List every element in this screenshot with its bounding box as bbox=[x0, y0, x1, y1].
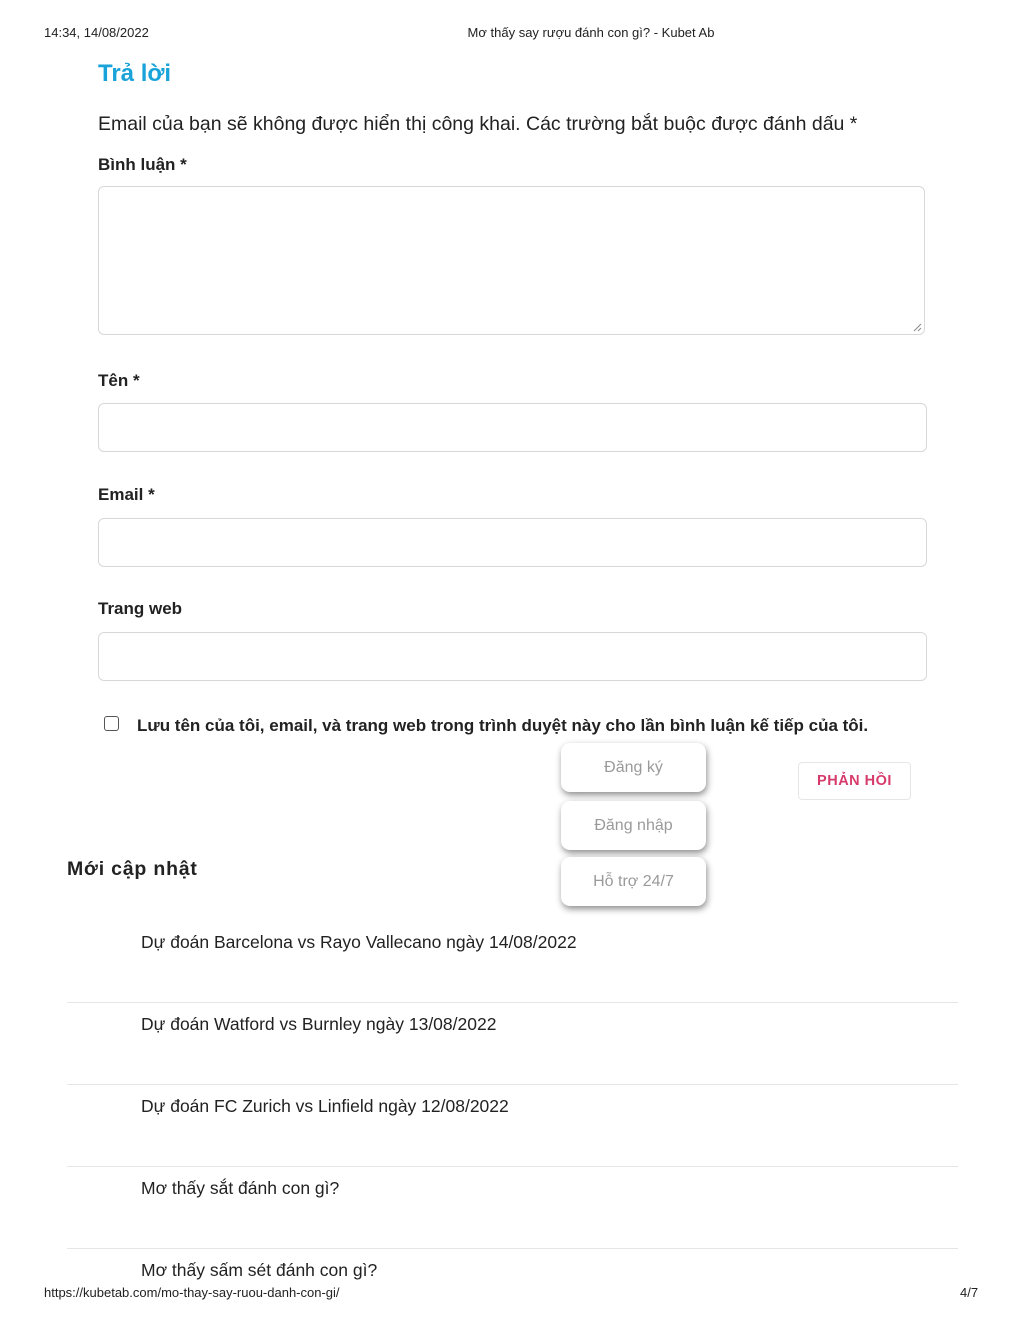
comment-label: Bình luận * bbox=[98, 155, 187, 174]
list-item bbox=[67, 1167, 958, 1249]
submit-reply-button[interactable]: PHẢN HỒI bbox=[798, 762, 911, 800]
login-button[interactable]: Đăng nhập bbox=[561, 801, 706, 850]
list-item bbox=[67, 1003, 958, 1085]
email-label: Email * bbox=[98, 485, 155, 504]
print-datetime: 14:34, 14/08/2022 bbox=[44, 25, 149, 40]
name-label: Tên * bbox=[98, 371, 140, 390]
save-info-label[interactable]: Lưu tên của tôi, email, và trang web trong trình duyệt này cho lần bình luận kế tiếp của tôi. bbox=[137, 716, 869, 735]
recent-posts-title: Mới cập nhật bbox=[67, 858, 198, 880]
support-button[interactable]: Hỗ trợ 24/7 bbox=[561, 857, 706, 906]
list-item bbox=[67, 1085, 958, 1167]
register-button[interactable]: Đăng ký bbox=[561, 743, 706, 792]
comment-notes: Email của bạn sẽ không được hiển thị công khai. Các trường bắt buộc được đánh dấu * bbox=[98, 113, 858, 135]
post-link[interactable]: Mơ thấy sấm sét đánh con gì? bbox=[141, 1260, 378, 1280]
website-label: Trang web bbox=[98, 599, 183, 618]
list-item bbox=[67, 921, 958, 1003]
print-doc-title: Mơ thấy say rượu đánh con gì? - Kubet Ab bbox=[467, 25, 715, 40]
post-link[interactable]: Dự đoán Watford vs Burnley ngày 13/08/2022 bbox=[141, 1014, 497, 1034]
recent-posts-list bbox=[67, 921, 958, 1330]
print-url: https://kubetab.com/mo-thay-say-ruou-danh-con-gi/ bbox=[44, 1285, 340, 1300]
reply-title: Trả lời bbox=[98, 60, 172, 87]
resize-grip-icon[interactable] bbox=[912, 322, 922, 332]
email-input[interactable] bbox=[98, 518, 927, 567]
comment-textarea[interactable] bbox=[98, 186, 925, 335]
print-page-number: 4/7 bbox=[960, 1285, 979, 1300]
post-link[interactable]: Mơ thấy sắt đánh con gì? bbox=[141, 1178, 340, 1198]
name-input[interactable] bbox=[98, 403, 927, 452]
post-link[interactable]: Dự đoán Barcelona vs Rayo Vallecano ngày 14/08/2022 bbox=[141, 932, 577, 952]
post-link[interactable]: Dự đoán FC Zurich vs Linfield ngày 12/08/2022 bbox=[141, 1096, 509, 1116]
website-input[interactable] bbox=[98, 632, 927, 681]
save-info-checkbox[interactable] bbox=[104, 716, 119, 731]
